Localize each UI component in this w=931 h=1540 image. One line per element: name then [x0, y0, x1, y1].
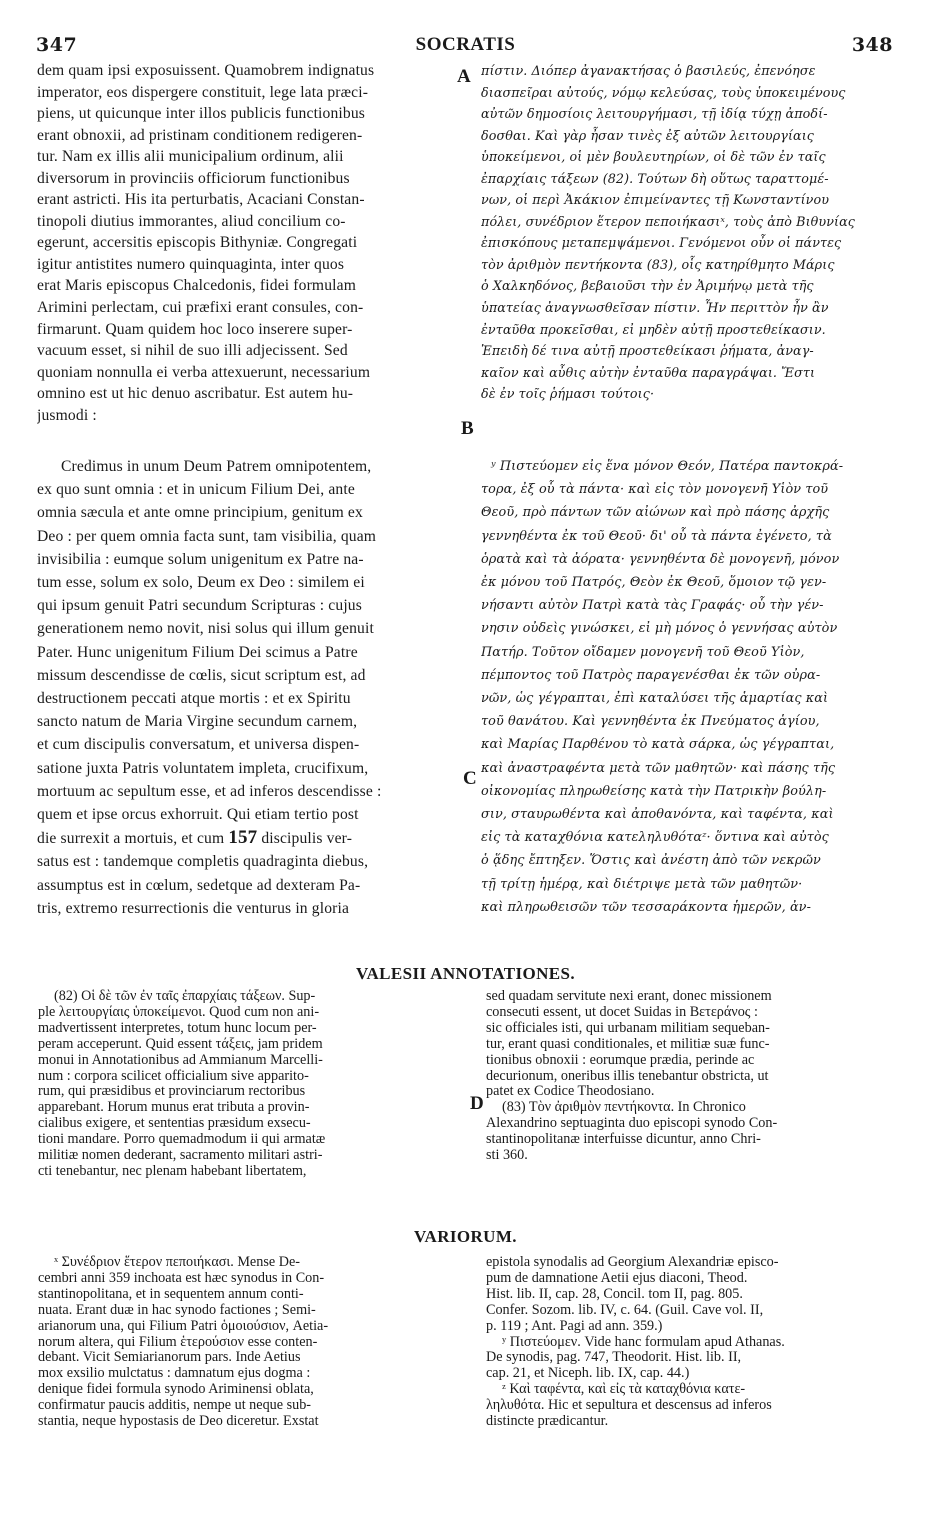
latin-line: vacuum esset, si nihil de suo illi adjecissent. Sed [37, 342, 348, 360]
margin-letter-d: D [470, 1093, 484, 1114]
latin-creed-line: satus est : tandemque completis quadraginta diebus, [37, 853, 369, 871]
note-line: ληλυθότα. Hic et sepultura et descensus ad inferos [486, 1398, 772, 1414]
note-line: Confer. Sozom. lib. IV, c. 64. (Guil. Cave vol. II, [486, 1302, 764, 1318]
note-line: patet ex Codice Theodosiano. [486, 1084, 655, 1100]
latin-creed-line: die surrexit a mortuis, et cum [37, 830, 225, 848]
note-line: stantinopolitanæ interfuisse dicuntur, anno Chri- [486, 1132, 761, 1148]
greek-line: πόλει, συνέδριον ἕτερον πεποιήκασιˣ, τοὺς ἀπὸ Βιθυνίας [481, 213, 855, 229]
latin-creed-line-157 [37, 826, 457, 850]
greek-line: ὁ Χαλκηδόνος, βεβαιοῦσι τὴν ἐν Ἀριμήνῳ μετὰ τῆς [481, 278, 814, 294]
latin-creed-line: omnia sæcula et ante omne principium, genitum ex [37, 504, 363, 522]
greek-line: ἐπαρχίαις τάξεων (82). Τούτων δὴ οὕτως ταραττομέ- [481, 170, 829, 186]
greek-creed-line: γεννηθέντα ἐκ τοῦ Θεοῦ· δι' οὗ τὰ πάντα ἐγένετο, τὰ [481, 528, 832, 544]
latin-creed-line: ex quo sunt omnia : et in unicum Filium Dei, ante [37, 481, 355, 499]
greek-line: νων, οἱ περὶ Ἀκάκιον ἐπιμείναντες τῇ Κωνσταντίνου [481, 192, 830, 208]
greek-creed-line: νῶν, ὡς γέγραπται, ἐπὶ καταλύσει τῆς ἁμαρτίας καὶ [481, 691, 829, 707]
latin-creed-line: tris, extremo resurrectionis die venturus in gloria [37, 899, 350, 917]
latin-line: piens, ut quicunque inter illos publicis functionibus [37, 105, 366, 123]
latin-line: dem quam ipsi exposuissent. Quamobrem indignatus [37, 62, 375, 79]
greek-creed-line: Πατήρ. Τοῦτον οἴδαμεν μονογενῆ τοῦ Θεοῦ Υἱὸν, [481, 644, 805, 660]
note-line: ᶻ Καὶ ταφέντα, καὶ εἰς τὰ καταχθόνια κατε- [502, 1382, 746, 1398]
note-line: arianorum una, qui Filium Patri ὁμοιούσιον, Aetia- [38, 1318, 329, 1334]
valesii-right-column [486, 989, 904, 1164]
note-line: norum altera, qui Filium ἑτερούσιον esse conten- [38, 1334, 318, 1350]
greek-creed-line: ὁ ᾅδης ἔπτηξεν. Ὅστις καὶ ἀνέστη ἀπὸ τῶν νεκρῶν [481, 853, 821, 869]
note-line: nuata. Erant duæ in hac synodo factiones ; Semi- [38, 1302, 316, 1318]
greek-creed-line: καὶ πληρωθεισῶν τῶν τεσσαράκοντα ἡμερῶν, ἀν- [481, 899, 811, 915]
note-line: cembri anni 359 inchoata est hæc synodus in Con- [38, 1270, 325, 1286]
note-line: De synodis, pag. 747, Theodorit. Hist. lib. II, [486, 1350, 742, 1366]
greek-line: δὲ ἐν τοῖς ῥήμασι τούτοις· [481, 386, 655, 402]
greek-creed-line: καὶ Μαρίας Παρθένου τὸ κατὰ σάρκα, ὡς γέγραπται, [481, 737, 835, 753]
note-line: (83) Τὸν ἀριθμὸν πεντήκοντα. In Chronico [502, 1100, 746, 1116]
note-line: madvertissent interpretes, totum hunc locum per- [38, 1020, 317, 1036]
note-line: decurionum, oneribus illis tenebantur obstricta, ut [486, 1068, 769, 1084]
latin-creed-line: quem et ipse orcus exhorruit. Qui etiam tertio post [37, 806, 359, 824]
latin-creed-line: mortuum ac sepultum esse, et ad inferos descendisse : [37, 782, 382, 800]
greek-line: ὑποκείμενοι, οἱ μὲν βουλευτηρίων, οἱ δὲ τῶν ἐν ταῖς [481, 149, 826, 165]
latin-creed-line: missum descendisse de cœlis, sicut scriptum est, ad [37, 666, 366, 684]
running-title: SOCRATIS [415, 34, 516, 55]
greek-creed-line: νησιν οὐδεὶς γινώσκει, εἰ μὴ μόνος ὁ γεννήσας αὐτὸν [481, 621, 838, 637]
greek-creed-line: οἰκονομίας πληρωθείσης κατὰ τὴν Πατρικὴν βούλη- [481, 783, 827, 799]
latin-line: igitur antistites numero quinquaginta, inter quos [37, 255, 345, 273]
greek-line: ἐνταῦθα προκεῖσθαι, εἰ μηδὲν αὐτῇ προστεθείκασιν. [481, 321, 826, 337]
greek-line: ἐπισκόπους μεταπεμψάμενοι. Γενόμενοι οὖν οἱ πάντες [481, 235, 842, 251]
greek-line: δοσθαι. Καὶ γὰρ ἦσαν τινὲς ἐξ αὐτῶν λειτουργίαις [481, 127, 814, 143]
latin-line: erat Maris episcopus Chalcedonis, fidei formulam [37, 277, 356, 295]
note-line: denique fidei formula synodo Ariminensi oblata, [38, 1382, 314, 1398]
note-line: pum de damnatione Aetii ejus diaconi, Theod. [486, 1270, 748, 1286]
greek-line: Ἐπειδὴ δέ τινα αὐτῇ προστεθείκασι ῥήματα, ἀναγ- [481, 343, 814, 359]
note-line: ˣ Συνέδριον ἕτερον πεποιήκασι. Mense De- [54, 1255, 300, 1270]
greek-creed-line: σιν, σταυρωθέντα καὶ ἀποθανόντα, καὶ ταφέντα, καὶ [481, 807, 834, 823]
note-line: (82) Οἱ δὲ τῶν ἐν ταῖς ἐπαρχίαις τάξεων. Sup- [54, 989, 316, 1004]
page-number-157: 157 [228, 827, 258, 849]
margin-letter-c: C [463, 768, 477, 789]
greek-creed-line: ἐκ μόνου τοῦ Πατρός, Θεὸν ἐκ Θεοῦ, ὅμοιον τῷ γεν- [481, 575, 827, 591]
note-line: sic officiales isti, qui urbanam militiam sequeban- [486, 1020, 770, 1036]
latin-creed-line: Deo : per quem omnia facta sunt, tam visibilia, quam [37, 527, 377, 545]
note-line: peram acceperunt. Quid essent τάξεις, jam pridem [38, 1036, 323, 1052]
latin-line: diversorum in provinciis officiorum functionibus [37, 169, 350, 187]
right-page-number: 348 [851, 34, 893, 56]
latin-creed-line: assumptus est in cœlum, sedetque ad dexteram Pa- [37, 876, 361, 894]
greek-line: αὐτῶν δημοσίοις λειτουργήμασι, τῇ ἰδίᾳ τύχῃ ἀποδί- [481, 106, 828, 122]
greek-column-top [481, 60, 901, 405]
greek-creed-line: νήσαντι αὐτὸν Πατρὶ κατὰ τὰς Γραφάς· οὗ τὴν γέν- [481, 598, 824, 614]
variorum-right-column [486, 1255, 904, 1430]
latin-line: egerunt, accersitis episcopis Bithyniæ. Congregati [37, 234, 358, 252]
latin-line: firmarunt. Quam quidem hoc loco inserere super- [37, 320, 353, 338]
greek-line: ὑπατείας ἀναγνωσθεῖσαν πίστιν. Ἦν περιττὸν ἦν ἂν [481, 300, 829, 316]
latin-creed-line: qui ipsum genuit Patri secundum Scripturas : cujus [37, 597, 362, 615]
variorum-left-column [38, 1255, 458, 1430]
note-line: rum, qui præsidibus et provinciarum rectoribus [38, 1084, 306, 1100]
greek-line: πίστιν. Διόπερ ἀγανακτήσας ὁ βασιλεύς, ἐπενόησε [481, 63, 816, 78]
latin-line: erant astricti. His ita perturbatis, Acaciani Constan- [37, 191, 365, 209]
note-line: Alexandrino septuaginta duo episcopi synodo Con- [486, 1116, 778, 1132]
note-line: tionibus obnoxii : eorumque prædia, perinde ac [486, 1052, 755, 1068]
note-line: consecuti essent, ut docet Suidas in Βετεράνος : [486, 1004, 758, 1020]
valesii-heading: VALESII ANNOTATIONES. [355, 964, 576, 983]
latin-line: imperator, eos dispergere constituit, lege lata præci- [37, 83, 369, 101]
latin-line: tinopoli diutius immorantes, aliud concilium co- [37, 212, 346, 230]
valesii-left-column [38, 989, 458, 1180]
note-line: monui in Annotationibus ad Ammianum Marcelli- [38, 1052, 323, 1068]
note-line: apparebant. Horum munus erat tributa a provin- [38, 1100, 310, 1116]
greek-creed-line: τῇ τρίτῃ ἡμέρᾳ, καὶ διέτριψε μετὰ τῶν μαθητῶν· [481, 876, 803, 892]
greek-creed-line: τορα, ἐξ οὗ τὰ πάντα· καὶ εἰς τὸν μονογενῆ Υἱὸν τοῦ [481, 482, 829, 498]
note-line: stantinopolitana, et in sequentem annum conti- [38, 1286, 304, 1302]
note-line: Hist. lib. II, cap. 28, Concil. tom II, pag. 805. [486, 1286, 743, 1302]
note-line: debant. Vicit Semiarianorum pars. Inde Aetius [38, 1350, 301, 1366]
latin-creed-line: et cum discipulis conversatum, et universa dispen- [37, 736, 360, 754]
note-line: tioni mandare. Porro quemadmodum ii qui armatæ [38, 1132, 326, 1148]
latin-creed-line: sancto natum de Maria Virgine secundum carnem, [37, 713, 358, 731]
greek-creed-line: ʸ Πιστεύομεν εἰς ἕνα μόνον Θεόν, Πατέρα παντοκρά- [491, 459, 844, 474]
latin-creed-line: tum esse, solum ex solo, Deum ex Deo : similem ei [37, 574, 365, 592]
greek-creed-line: καὶ ἀναστραφέντα μετὰ τῶν μαθητῶν· καὶ πάσης τῆς [481, 760, 836, 776]
latin-line: tur. Nam ex illis alii municipalium ordinum, alii [37, 148, 344, 166]
margin-letter-b: B [461, 418, 474, 439]
note-line: confirmatur paucis additis, nempe ut neque sub- [38, 1398, 312, 1414]
latin-creed-line: generationem nemo novit, nisi solus qui illum genuit [37, 620, 374, 638]
note-line: epistola synodalis ad Georgium Alexandriæ episco- [486, 1255, 779, 1270]
variorum-heading: VARIORUM. [414, 1227, 517, 1246]
greek-creed-column [481, 455, 901, 919]
latin-creed-line: invisibilia : eumque solum unigenitum ex Patre na- [37, 550, 364, 568]
left-page-number: 347 [36, 34, 78, 56]
note-line: militiæ nomen dederant, sacramento militari astri- [38, 1148, 323, 1164]
latin-line: quoniam nonnulla ei verba attexuerunt, necessarium [37, 363, 371, 381]
latin-creed-line-tail: discipulis ver- [261, 830, 353, 848]
latin-creed-line: satione juxta Patris voluntatem impleta, crucifixum, [37, 759, 369, 777]
greek-creed-line: Θεοῦ, πρὸ πάντων τῶν αἰώνων καὶ πρὸ πάσης ἀρχῆς [481, 505, 830, 521]
greek-creed-line: ὁρατὰ καὶ τὰ ἀόρατα· γεννηθέντα δὲ μονογενῆ, μόνον [481, 551, 840, 567]
latin-line: erant obnoxii, ad pristinam conditionem redigeren- [37, 126, 363, 144]
latin-column-top [37, 60, 457, 426]
note-line: mox exsilio mulctatus : damnatum ejus dogma : [38, 1366, 311, 1382]
greek-line: διασπεῖραι αὐτούς, νόμῳ κελεύσας, τοὺς ὑποκειμένους [481, 84, 846, 100]
greek-line: καῖον καὶ αὖθις αὐτὴν ἐνταῦθα παραγράψαι. Ἔστι [481, 364, 816, 380]
margin-letter-a: A [457, 66, 471, 87]
note-line: distincte prædicantur. [486, 1414, 609, 1430]
note-line: sti 360. [486, 1148, 528, 1164]
latin-line: Arimini perlectam, cui præfixi erant consules, con- [37, 299, 364, 317]
note-line: p. 119 ; Ant. Pagi ad ann. 359.) [486, 1318, 663, 1334]
note-line: ple λειτουργίαις ὑποκείμενοι. Quod cum non ani- [38, 1004, 320, 1020]
note-line: num : corpora scilicet officialium sive apparito- [38, 1068, 309, 1084]
note-line: sed quadam servitute nexi erant, donec missionem [486, 989, 772, 1004]
note-line: ʸ Πιστεύομεν. Vide hanc formulam apud Athanas. [502, 1334, 785, 1350]
latin-creed-line: destructionem peccati atque mortis : et ex Spiritu [37, 690, 351, 708]
note-line: cap. 21, et Niceph. lib. IX, cap. 44.) [486, 1366, 690, 1382]
greek-line: τὸν ἀριθμὸν πεντήκοντα (83), οἷς κατηρίθμητο Μάρις [481, 256, 835, 272]
note-line: cialibus exigere, et sententias præsidum exsecu- [38, 1116, 311, 1132]
latin-line: omnino est ut hic denuo ascribatur. Est autem hu- [37, 385, 354, 403]
latin-creed-column [37, 455, 457, 920]
note-line: cti tenebantur, nec plenam habebant libertatem, [38, 1163, 307, 1179]
note-line: stantia, neque hypostasis de Deo diceretur. Exstat [38, 1414, 319, 1430]
latin-line: jusmodi : [37, 406, 97, 424]
latin-creed-line: Credimus in unum Deum Patrem omnipotentem, [61, 458, 372, 475]
greek-creed-line: τοῦ θανάτου. Καὶ γεννηθέντα ἐκ Πνεύματος ἁγίου, [481, 714, 820, 730]
note-line: tur, erant quasi conditionales, et militiæ suæ func- [486, 1036, 770, 1052]
greek-creed-line: πέμποντος τοῦ Πατρὸς παραγενέσθαι ἐκ τῶν οὐρα- [481, 667, 821, 683]
greek-creed-line: εἰς τὰ καταχθόνια κατεληλυθόταᶻ· ὅντινα καὶ αὐτὸς [481, 830, 829, 846]
latin-creed-line: Pater. Hunc unigenitum Filium Dei scimus a Patre [37, 643, 358, 661]
